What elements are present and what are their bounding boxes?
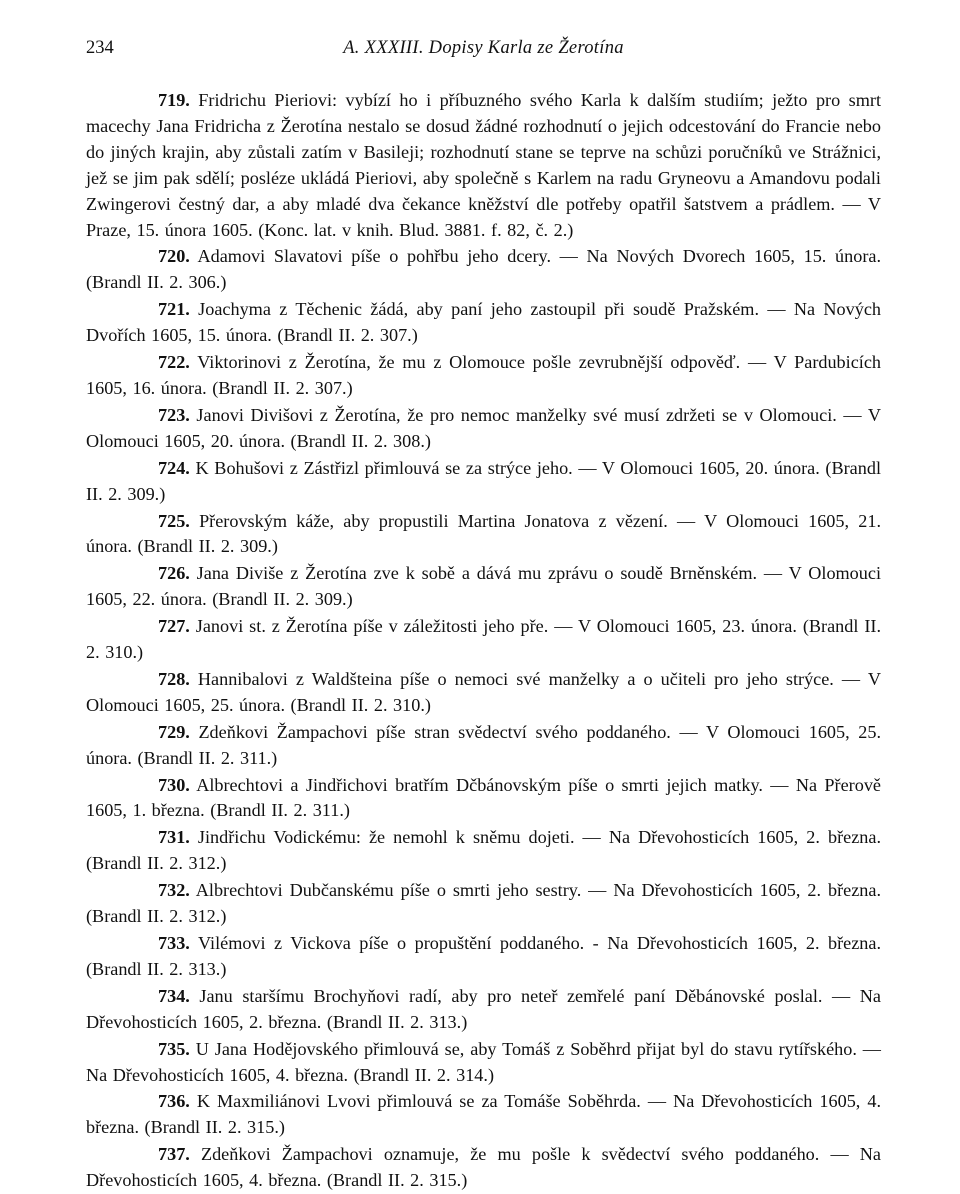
entry-number: 736. — [158, 1091, 190, 1112]
entry-number: 729. — [158, 721, 190, 742]
entry-number: 723. — [158, 404, 190, 425]
entry-722 — [86, 350, 881, 402]
page-number: 234 — [86, 38, 114, 58]
entry-text: Janovi st. z Žerotína píše v záležitosti jeho pře. — V Olomouci 1605, 23. února. (Brandl II. 2. 310.) — [86, 616, 881, 663]
page-header — [86, 38, 881, 66]
entry-text: Zdeňkovi Žampachovi píše stran svědectví svého poddaného. — V Olomouci 1605, 25. února. (Brandl II. 2. 311.) — [86, 721, 881, 768]
entry-text: Přerovským káže, aby propustili Martina Jonatova z vězení. — V Olomouci 1605, 21. února. (Brandl II. 2. 309.) — [86, 510, 881, 557]
entry-730 — [86, 773, 881, 825]
entry-720 — [86, 244, 881, 296]
entry-text: Fridrichu Pieriovi: vybízí ho i příbuzného svého Karla k dalším studiím; ježto pro smrt macechy Jana Fridricha z Žerotína nestalo se dosud žádné rozhodnutí o jejich odcestování do Francie nebo do jiných krajin, aby zůstali zatím v Basileji; rozhodnutí stane se teprve na schůzi poručníků ve Strážnici, jež se jim pak sdělí; posléze ukládá Pieriovi, aby společně s Karlem na radu Gryneovu a Amandovu podali Zwingerovi čestný dar, a aby mladé dva čekance kněžství dle potřeby opatřil šatstvem a prádlem. — V Praze, 15. února 1605. (Konc. lat. v knih. Blud. 3881. f. 82, č. 2.) — [86, 90, 881, 240]
entry-number: 728. — [158, 668, 190, 689]
entry-727 — [86, 614, 881, 666]
entry-733 — [86, 931, 881, 983]
entry-735 — [86, 1037, 881, 1089]
entry-731 — [86, 825, 881, 877]
entry-number: 727. — [158, 616, 190, 637]
entry-number: 724. — [158, 457, 190, 478]
entry-number: 726. — [158, 563, 190, 584]
entry-text: Viktorinovi z Žerotína, že mu z Olomouce pošle zevrubnější odpověď. — V Pardubicích 1605, 16. února. (Brandl II. 2. 307.) — [86, 352, 881, 398]
entry-number: 734. — [158, 985, 190, 1006]
entry-text: Albrechtovi a Jindřichovi bratřím Dčbánovským píše o smrti jejich matky. — Na Přerově 1605, 1. března. (Brandl II. 2. 311.) — [86, 774, 881, 821]
entry-725 — [86, 509, 881, 561]
entry-text: Jana Diviše z Žerotína zve k sobě a dává mu zprávu o soudě Brněnském. — V Olomouci 1605, 22. února. (Brandl II. 2. 309.) — [86, 563, 881, 610]
entry-text: Adamovi Slavatovi píše o pohřbu jeho dcery. — Na Nových Dvorech 1605, 15. února. (Brandl II. 2. 306.) — [86, 246, 881, 293]
entry-number: 733. — [158, 933, 190, 953]
entry-724 — [86, 456, 881, 508]
entry-number: 720. — [158, 246, 190, 267]
entry-721 — [86, 297, 881, 349]
entry-734 — [86, 984, 881, 1036]
running-title: A. XXXIII. Dopisy Karla ze Žerotína — [343, 38, 624, 58]
entry-723 — [86, 403, 881, 455]
entry-number: 730. — [158, 774, 190, 795]
entry-text: Zdeňkovi Žampachovi oznamuje, že mu pošle k svědectví svého poddaného. — Na Dřevohosticích 1605, 4. března. (Brandl II. 2. 315.) — [86, 1144, 881, 1191]
entry-728 — [86, 667, 881, 719]
entry-732 — [86, 878, 881, 930]
entry-text: Janu staršímu Brochyňovi radí, aby pro neteř zemřelé paní Děbánovské poslal. — Na Dřevohosticích 1605, 2. března. (Brandl II. 2. 313.) — [86, 985, 881, 1032]
entry-text: K Maxmiliánovi Lvovi přimlouvá se za Tomáše Soběhrda. — Na Dřevohosticích 1605, 4. března. (Brandl II. 2. 315.) — [86, 1091, 881, 1138]
entry-number: 722. — [158, 352, 190, 373]
entry-text: K Bohušovi z Zástřizl přimlouvá se za strýce jeho. — V Olomouci 1605, 20. února. (Brandl II. 2. 309.) — [86, 457, 881, 504]
document-page — [86, 38, 881, 1194]
entry-text: Albrechtovi Dubčanskému píše o smrti jeho sestry. — Na Dřevohosticích 1605, 2. března. (Brandl II. 2. 312.) — [86, 880, 881, 927]
entry-text: Hannibalovi z Waldšteina píše o nemoci své manželky a o učiteli pro jeho strýce. — V Olomouci 1605, 25. února. (Brandl II. 2. 310.) — [86, 668, 881, 715]
letter-entries — [86, 88, 881, 1194]
entry-number: 719. — [158, 90, 190, 110]
entry-number: 737. — [158, 1144, 190, 1165]
entry-text: Jindřichu Vodickému: že nemohl k sněmu dojeti. — Na Dřevohosticích 1605, 2. března. (Brandl II. 2. 312.) — [86, 827, 881, 874]
entry-number: 725. — [158, 510, 190, 531]
entry-text: Joachyma z Těchenic žádá, aby paní jeho zastoupil při soudě Pražském. — Na Nových Dvořích 1605, 15. února. (Brandl II. 2. 307.) — [86, 299, 881, 346]
entry-729 — [86, 720, 881, 772]
entry-726 — [86, 561, 881, 613]
entry-text: Vilémovi z Vickova píše o propuštění poddaného. - Na Dřevohosticích 1605, 2. března. (Brandl II. 2. 313.) — [86, 933, 881, 979]
entry-719 — [86, 88, 881, 243]
entry-number: 721. — [158, 299, 190, 320]
entry-737 — [86, 1142, 881, 1194]
entry-number: 732. — [158, 880, 190, 901]
entry-number: 731. — [158, 827, 190, 848]
entry-text: Janovi Divišovi z Žerotína, že pro nemoc manželky své musí zdržeti se v Olomouci. — V Olomouci 1605, 20. února. (Brandl II. 2. 308.) — [86, 404, 881, 451]
entry-number: 735. — [158, 1038, 190, 1059]
entry-text: U Jana Hodějovského přimlouvá se, aby Tomáš z Soběhrd přijat byl do stavu rytířského. — Na Dřevohosticích 1605, 4. března. (Brandl II. 2. 314.) — [86, 1038, 881, 1085]
entry-736 — [86, 1089, 881, 1141]
